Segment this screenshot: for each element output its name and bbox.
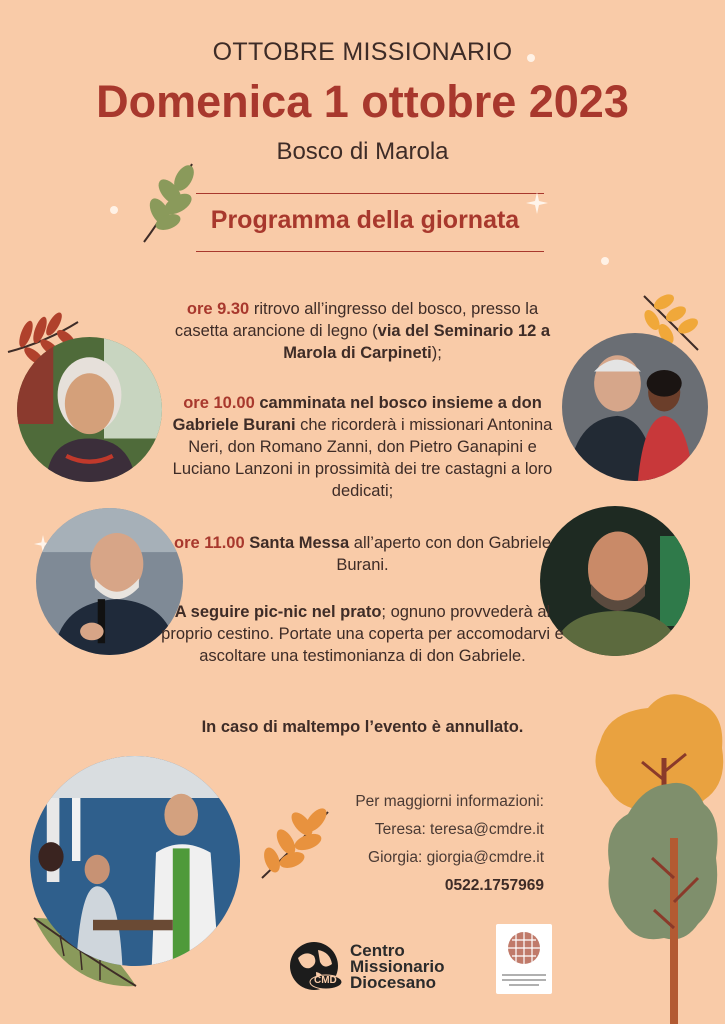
diocese-logo-text-lines	[502, 974, 546, 986]
program-time: ore 11.00	[174, 534, 245, 552]
grid-globe-icon	[496, 928, 552, 972]
contact-teresa[interactable]: Teresa: teresa@cmdre.it	[374, 821, 544, 838]
leaf-sprig-icon	[140, 160, 200, 244]
contact-heading: Per maggiorni informazioni:	[355, 793, 544, 810]
section-title: Programma della giornata	[210, 206, 520, 234]
program-item-1	[160, 298, 565, 364]
tree-illustration	[588, 688, 725, 1024]
program-text: all’aperto con don Gabriele Burani.	[336, 534, 551, 574]
diocese-logo	[496, 924, 552, 994]
program-time: ore 9.30	[186, 300, 250, 318]
event-title: Domenica 1 ottobre 2023	[96, 76, 629, 127]
decor-dot	[601, 257, 609, 265]
divider-top	[196, 193, 544, 194]
program-address: via del Seminario 12 a Marola di Carpineti	[283, 322, 551, 362]
program-time: ore 10.00	[183, 394, 255, 412]
cmd-logo-line3: Diocesano	[350, 973, 436, 992]
weather-notice-text: In caso di maltempo l’evento è annullato.	[201, 718, 524, 736]
contact-info	[300, 788, 544, 900]
program-text: );	[431, 344, 442, 362]
program-text: ritrovo all’ingresso del bosco, presso la casetta arancione di legno (	[174, 300, 539, 340]
sparkle-icon	[526, 192, 548, 214]
cmd-logo-line1: Centro	[350, 941, 405, 960]
program-item-4	[160, 601, 565, 667]
decor-dot	[110, 206, 118, 214]
program-activity: Santa Messa	[244, 534, 350, 552]
event-kicker: OTTOBRE MISSIONARIO	[212, 38, 513, 66]
program-text: che ricorderà i missionari Antonina Neri, don Romano Zanni, don Pietro Ganapini e Luciano Lanzoni in prossimità dei tre castagni a loro dedicati;	[172, 416, 553, 500]
program-activity: A seguire pic-nic nel prato	[174, 603, 382, 621]
divider-bottom	[196, 251, 544, 252]
portrait-photo	[562, 333, 708, 481]
cmd-logo-line2: Missionario	[350, 957, 445, 976]
program-text: ; ognuno provvederà al proprio cestino. Portate una coperta per accomodarvi e ascoltare una testimonianza di don Gabriele.	[161, 603, 564, 665]
contact-phone[interactable]: 0522.1757969	[444, 877, 544, 894]
event-place: Bosco di Marola	[276, 138, 449, 165]
portrait-photo	[17, 337, 162, 482]
weather-notice	[160, 716, 565, 738]
event-photo	[30, 756, 240, 966]
contact-giorgia[interactable]: Giorgia: giorgia@cmdre.it	[368, 849, 544, 866]
program-item-2	[160, 392, 565, 502]
cmd-logo	[288, 940, 468, 992]
cmd-badge: CMD	[314, 975, 337, 986]
program-activity: camminata nel bosco insieme a don Gabriele Burani	[172, 394, 542, 434]
program-item-3	[160, 532, 565, 576]
